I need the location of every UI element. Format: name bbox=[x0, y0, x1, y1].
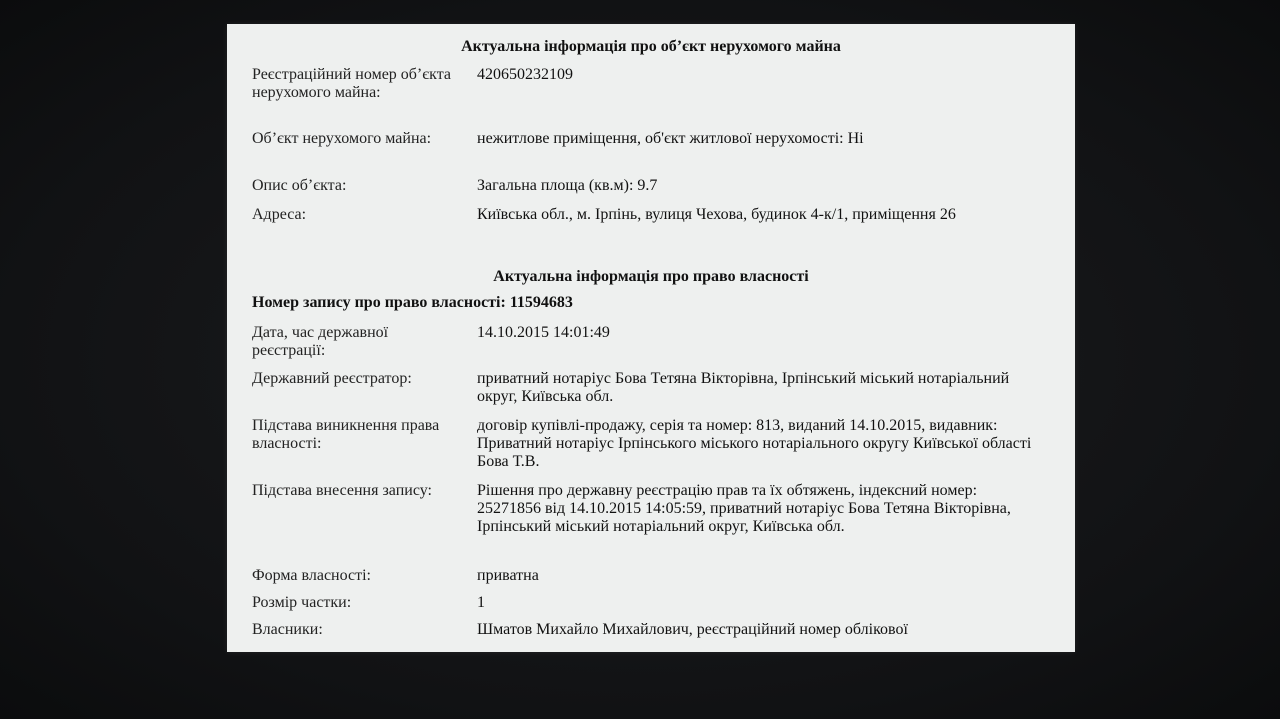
field-value: нежитлове приміщення, об'єкт житлової нерухомості: Ні bbox=[477, 130, 864, 147]
field-value: 14.10.2015 14:01:49 bbox=[477, 324, 610, 341]
field-value: Київська обл., м. Ірпінь, вулиця Чехова, будинок 4-к/1, приміщення 26 bbox=[477, 206, 956, 223]
field-value: Шматов Михайло Михайлович, реєстраційний номер облікової bbox=[477, 621, 908, 638]
field-value: приватний нотаріус Бова Тетяна Вікторівна, Ірпінський міський нотаріальний округ, Київська обл. bbox=[477, 370, 1010, 405]
field-value: Рішення про державну реєстрацію прав та їх обтяжень, індексний номер: 25271856 від 14.10.2015 14:05:59, приватний нотаріус Бова Тетяна Вікторівна, Ірпінський міський нотаріальний округ, Київська обл. bbox=[477, 482, 1011, 535]
field-value: 1 bbox=[477, 594, 485, 611]
field-label: Адреса: bbox=[252, 206, 307, 223]
field-label: Підстава внесення запису: bbox=[252, 482, 432, 499]
field-label: Опис об’єкта: bbox=[252, 177, 347, 194]
field-label: Державний реєстратор: bbox=[252, 370, 412, 387]
property-section-title: Актуальна інформація про об’єкт нерухомого майна bbox=[461, 38, 841, 55]
field-label: Розмір частки: bbox=[252, 594, 352, 611]
field-value: договір купівлі-продажу, серія та номер: 813, виданий 14.10.2015, видавник: Приватний нотаріус Ірпінського міського нотаріального округу Київської області Бова Т.В. bbox=[477, 417, 1032, 470]
field-label: Підстава виникнення права власності: bbox=[252, 417, 440, 452]
ownership-section-title: Актуальна інформація про право власності bbox=[493, 268, 809, 285]
field-value: приватна bbox=[477, 567, 539, 584]
field-label: Власники: bbox=[252, 621, 323, 638]
document-screen bbox=[227, 24, 1075, 652]
field-label: Дата, час державної реєстрації: bbox=[252, 324, 389, 359]
field-label: Реєстраційний номер об’єкта нерухомого майна: bbox=[252, 66, 451, 101]
field-value: Загальна площа (кв.м): 9.7 bbox=[477, 177, 658, 194]
field-label: Форма власності: bbox=[252, 567, 371, 584]
ownership-record-heading: Номер запису про право власності: 11594683 bbox=[252, 294, 573, 311]
field-value: 420650232109 bbox=[477, 66, 573, 83]
field-label: Об’єкт нерухомого майна: bbox=[252, 130, 432, 147]
